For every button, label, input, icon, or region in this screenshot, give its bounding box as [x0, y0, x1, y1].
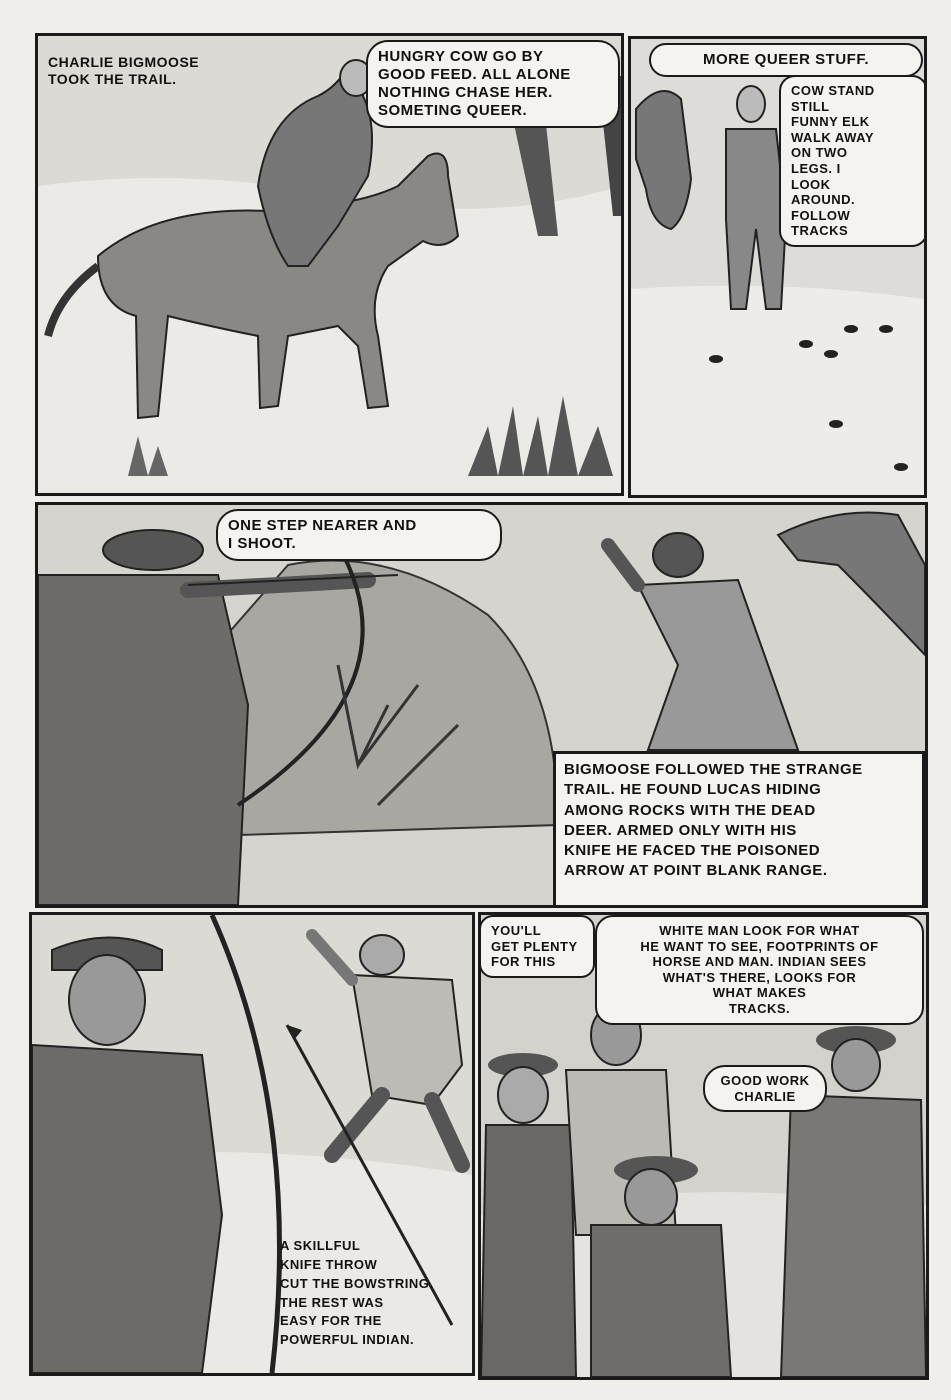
panel-1-caption: CHARLIE BIGMOOSE TOOK THE TRAIL.: [48, 54, 200, 87]
panel-2-speech-body: COW STAND STILL FUNNY ELK WALK AWAY ON TWO LEGS. I LOOK AROUND. FOLLOW TRACKS: [779, 75, 927, 247]
panel-3-speech-bubble: ONE STEP NEARER AND I SHOOT.: [216, 509, 502, 561]
panel-5-speech-small: GOOD WORK CHARLIE: [703, 1065, 827, 1112]
panel-5-speech-right: WHITE MAN LOOK FOR WHAT HE WANT TO SEE, FOOTPRINTS OF HORSE AND MAN. INDIAN SEES WHAT'S THERE, LOOKS FOR WHAT MAKES TRACKS.: [595, 915, 924, 1025]
panel-2: [628, 36, 927, 498]
panel-2-speech-top: MORE QUEER STUFF.: [649, 43, 923, 77]
panel-5-speech-left: YOU'LL GET PLENTY FOR THIS: [479, 915, 595, 978]
panel-5: [478, 912, 929, 1380]
panel-4-caption: A SKILLFUL KNIFE THROW CUT THE BOWSTRING. THE REST WAS EASY FOR THE POWERFUL INDIAN.: [280, 1238, 434, 1348]
panel-1: [35, 33, 624, 496]
panel-3-caption-box: BIGMOOSE FOLLOWED THE STRANGE TRAIL. HE FOUND LUCAS HIDING AMONG ROCKS WITH THE DEAD DEER. ARMED ONLY WITH HIS KNIFE HE FACED THE POISONED ARROW AT POINT BLANK RANGE.: [553, 751, 925, 908]
panel-4: [29, 912, 475, 1376]
panel-3: [35, 502, 928, 908]
panel-1-speech-bubble: HUNGRY COW GO BY GOOD FEED. ALL ALONE NOTHING CHASE HER. SOMETING QUEER.: [366, 40, 620, 128]
